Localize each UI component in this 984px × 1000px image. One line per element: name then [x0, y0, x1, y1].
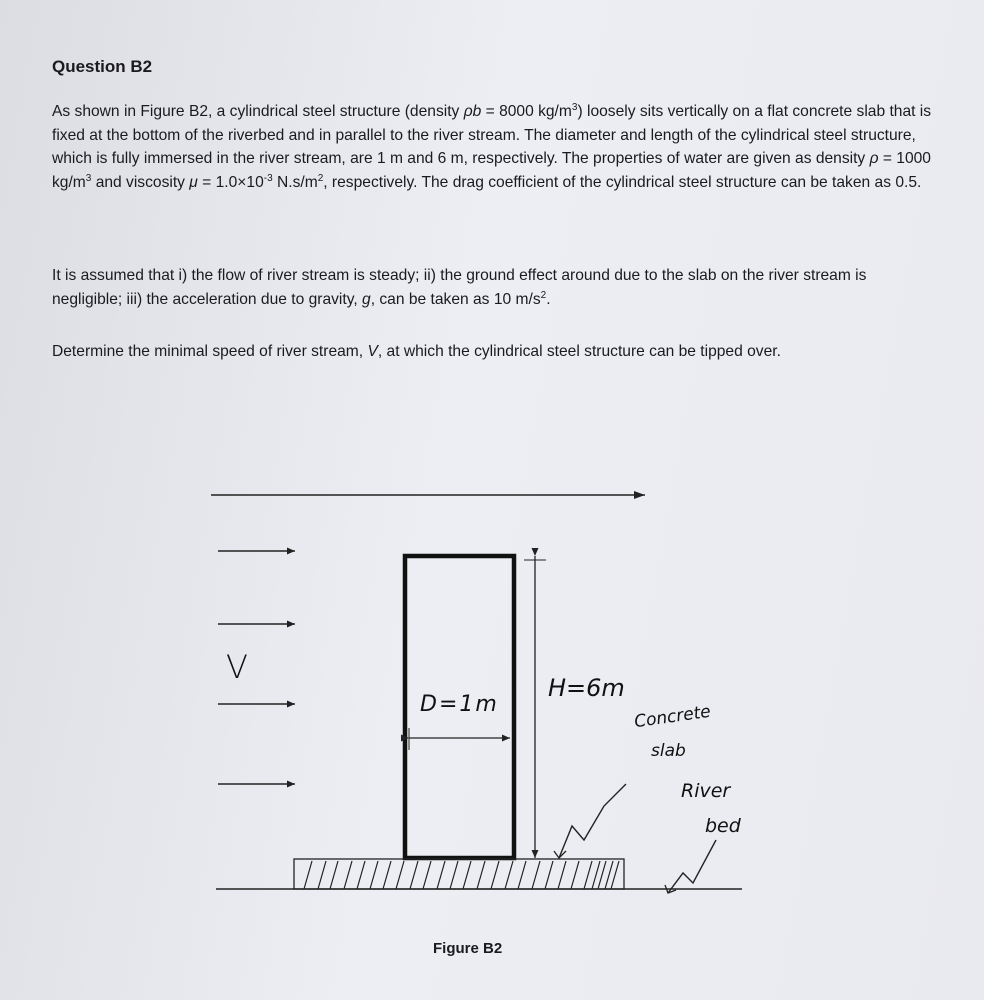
height-label: H=6m — [548, 674, 625, 702]
bed-label: bed — [705, 815, 741, 837]
concrete-label: Concrete — [632, 701, 712, 733]
slab-label: slab — [651, 741, 686, 761]
river-bed-leader — [668, 840, 716, 893]
river-label: River — [681, 780, 731, 802]
problem-paragraph-2: It is assumed that i) the flow of river stream is steady; ii) the ground effect around due to the slab on the river stream is negligible; iii) the acceleration due to gravity, g, can be taken as 10 $m/s^2$. — [52, 267, 867, 308]
figure-caption: Figure B2 — [433, 940, 503, 957]
problem-paragraph-3: Determine the minimal speed of river stream, V, at which the cylindrical steel structure can be tipped over. — [52, 343, 781, 360]
density-symbol-steel: ρb — [463, 103, 482, 120]
question-heading: Question B2 — [52, 57, 153, 76]
density-symbol-water: ρ — [869, 150, 879, 167]
velocity-symbol: V — [367, 343, 378, 360]
gravity-symbol: g — [362, 290, 371, 308]
concrete-slab — [294, 859, 624, 889]
viscosity-symbol: μ — [189, 173, 198, 191]
concrete-slab-leader — [559, 784, 626, 858]
velocity-label: V — [226, 648, 248, 686]
slab-hatching — [304, 861, 619, 889]
diameter-label: D=1m — [420, 692, 499, 717]
problem-paragraph-1: As shown in Figure B2, a cylindrical steel structure (density ρb = 8000 $kg/m^3$) loosely sits vertically on a flat concrete slab that is fixed at the bottom of the riverbed and in parallel to the river stream. The diameter and length of the cylindrical steel structure, which is fully immersed in the river stream, are 1 m and 6 m, respectively. The properties of water are given as density ρ = 1000 $kg/m^3$ and viscosity $\mu = 1.0\times 10^{-3}$ $N.s/m^2$, respectively. The drag coefficient of the cylindrical steel structure can be taken as 0.5. — [52, 101, 932, 191]
